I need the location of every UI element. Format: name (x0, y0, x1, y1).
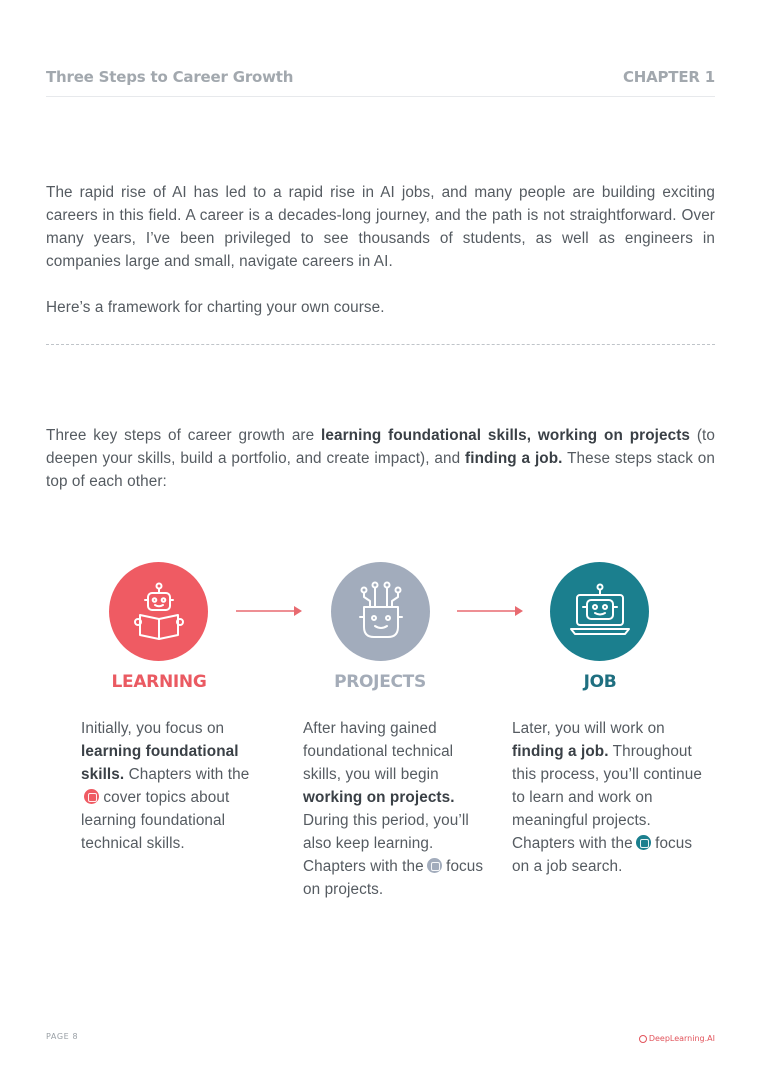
job-circle (550, 562, 649, 661)
steps-text-3: These steps stack on top of each other: (46, 450, 715, 490)
brand-logo-icon (639, 1035, 647, 1043)
job-desc-text-1: Later, you will work on (512, 720, 665, 737)
projects-desc-text-1: After having gained foundational technical skills, you will begin (303, 720, 454, 783)
header-title: Three Steps to Career Growth (46, 68, 294, 86)
learning-desc-text-2: Chapters with the (124, 766, 250, 783)
robot-reading-book-icon (128, 581, 190, 643)
chapter-label: CHAPTER 1 (622, 68, 715, 86)
projects-desc-text-2: During this period, you’ll also keep learning. Chapters with the (303, 812, 469, 875)
page-header (46, 66, 715, 97)
projects-label: PROJECTS (334, 672, 426, 692)
brand-name: DeepLearning.AI (648, 1034, 715, 1043)
brand-logo (639, 1034, 715, 1043)
projects-desc-bold: working on projects. (303, 789, 455, 806)
projects-marker-icon (427, 858, 442, 873)
arrow-right-icon (457, 603, 525, 619)
job-desc-text-2: Throughout this process, you’ll continue to learn and work on meaningful projects. Chapters with the (512, 743, 702, 852)
learning-desc-text-3: cover topics about learning foundational technical skills. (81, 789, 230, 852)
job-description (512, 717, 702, 878)
learning-desc-text-1: Initially, you focus on (81, 720, 225, 737)
page-number: PAGE 8 (46, 1032, 79, 1041)
steps-bold-2: finding a job. (465, 450, 563, 467)
steps-text-1: Three key steps of career growth are (46, 427, 322, 444)
learning-description (81, 717, 256, 855)
learning-label: LEARNING (111, 672, 207, 692)
steps-bold-1: learning foundational skills, working on projects (321, 427, 691, 444)
framework-sentence: Here’s a framework for charting your own course. (46, 299, 385, 316)
learning-marker-icon (84, 789, 99, 804)
job-desc-bold: finding a job. (512, 743, 609, 760)
job-marker-icon (636, 835, 651, 850)
learning-circle (109, 562, 208, 661)
robot-circuit-head-icon (350, 581, 412, 643)
arrow-right-icon (236, 603, 304, 619)
robot-laptop-icon (567, 581, 633, 643)
learning-desc-bold: learning foundational skills. (81, 743, 239, 783)
projects-description (303, 717, 493, 901)
intro-paragraph: The rapid rise of AI has led to a rapid rise in AI jobs, and many people are building exciting careers in this field. A career is a decades-long journey, and the path is not straightforward. Over many years, I’ve been privileged to see thousands of students, as well as engineers in companies large and small, navigate careers in AI. (46, 184, 715, 270)
steps-paragraph (46, 424, 715, 493)
projects-circle (331, 562, 430, 661)
dashed-divider (46, 344, 715, 345)
job-label: JOB (583, 672, 617, 692)
projects-desc-text-3: focus on projects. (303, 858, 484, 898)
steps-text-2: (to deepen your skills, build a portfolio, and create impact), and (46, 427, 715, 467)
job-desc-text-3: focus on a job search. (512, 835, 693, 875)
